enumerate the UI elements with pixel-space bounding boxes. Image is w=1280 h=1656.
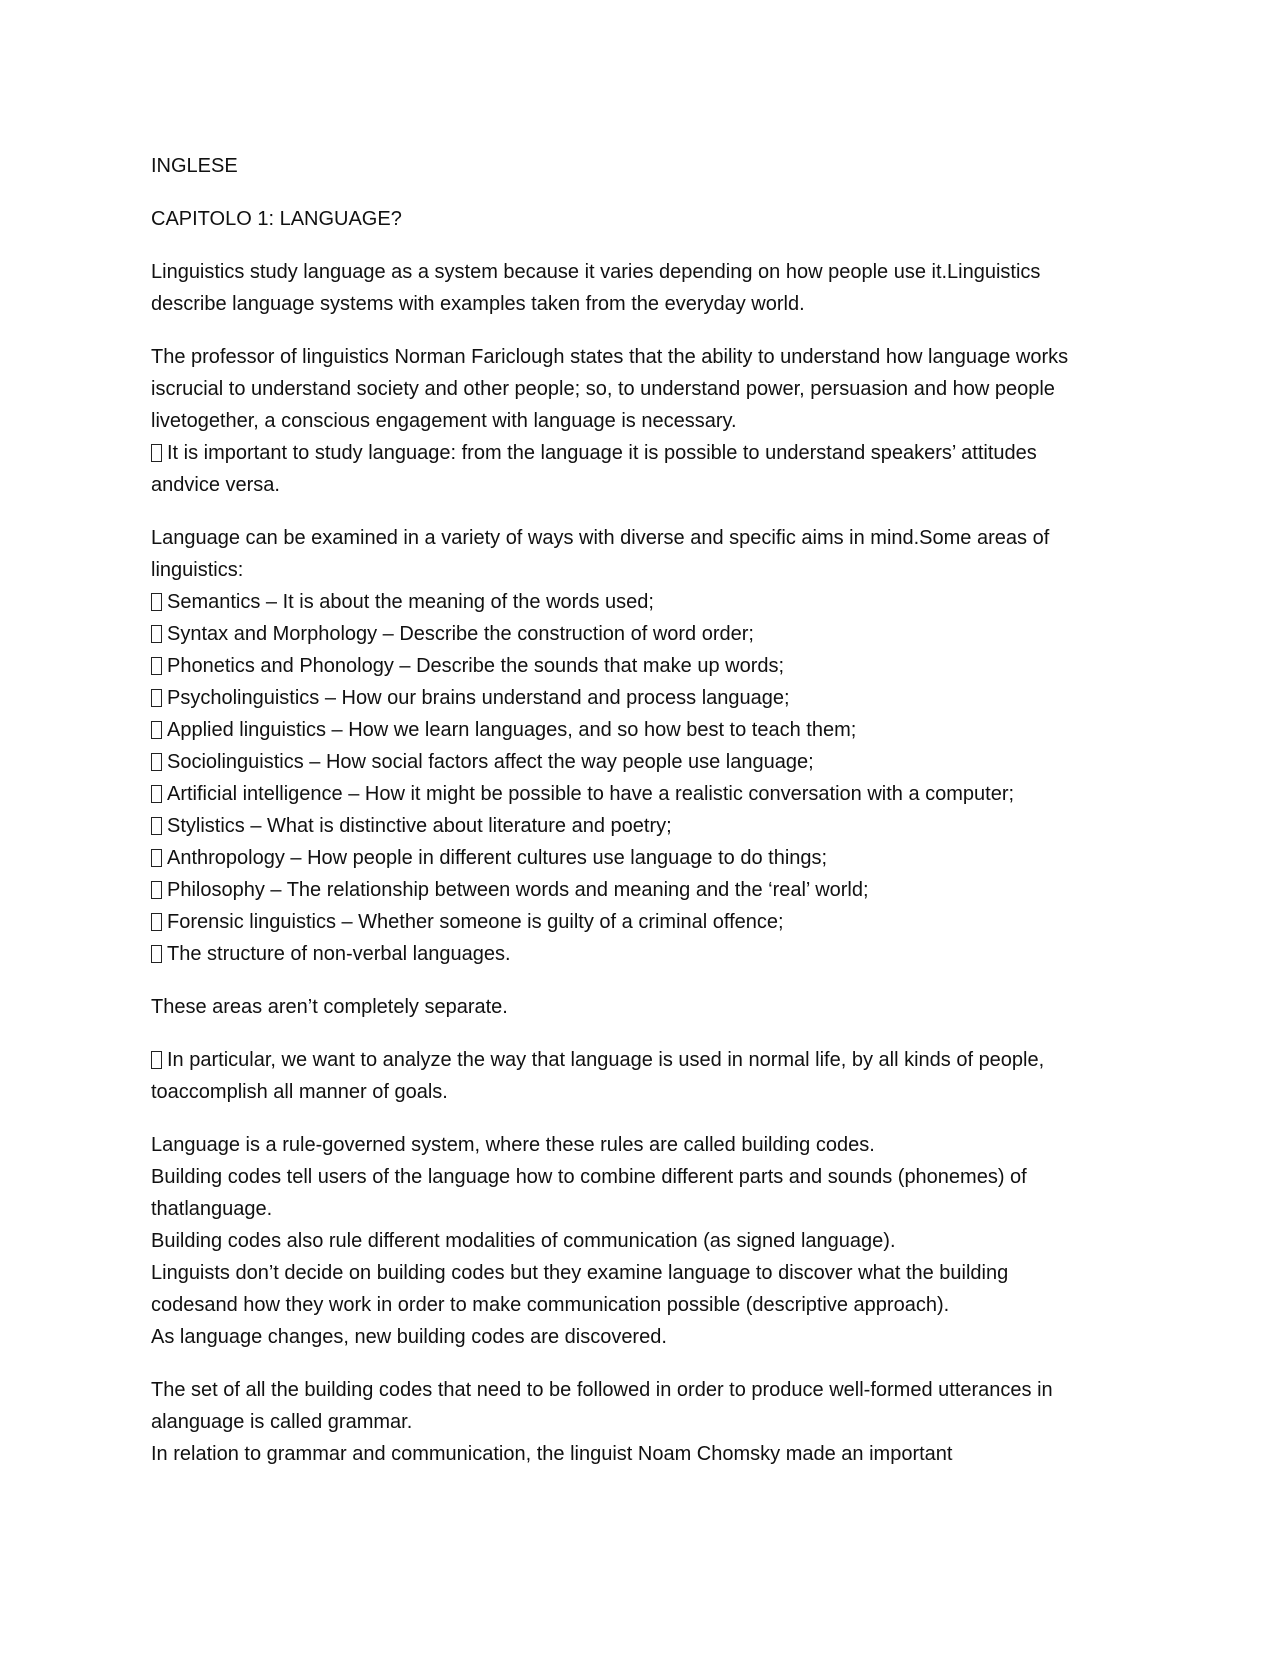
missing-glyph-bullet-icon xyxy=(151,1051,162,1069)
list-item-text: Semantics – It is about the meaning of the words used; xyxy=(167,591,654,613)
bullet-line xyxy=(151,437,1131,469)
title-text: INGLESE xyxy=(151,155,238,177)
bullet-text: In particular, we want to analyze the way that language is used in normal life, by all kinds of people, xyxy=(167,1049,1045,1071)
list-item-text: Stylistics – What is distinctive about literature and poetry; xyxy=(167,815,672,837)
text-line: linguistics: xyxy=(151,559,244,581)
text-line: andvice versa. xyxy=(151,474,280,496)
missing-glyph-bullet-icon xyxy=(151,785,162,803)
list-item xyxy=(151,618,1131,650)
text-line: toaccomplish all manner of goals. xyxy=(151,1081,448,1103)
bullet-line xyxy=(151,1044,1131,1076)
missing-glyph-bullet-icon xyxy=(151,817,162,835)
text-line: Building codes tell users of the language how to combine different parts and sounds (phonemes) of xyxy=(151,1166,1027,1188)
paragraph-building-codes xyxy=(151,1129,1131,1353)
missing-glyph-bullet-icon xyxy=(151,593,162,611)
missing-glyph-bullet-icon xyxy=(151,945,162,963)
text-line: Building codes also rule different modalities of communication (as signed language). xyxy=(151,1230,896,1252)
list-item xyxy=(151,746,1131,778)
list-item xyxy=(151,650,1131,682)
list-item-text: Artificial intelligence – How it might be possible to have a realistic conversation with a computer; xyxy=(167,783,1015,805)
text-line: alanguage is called grammar. xyxy=(151,1411,413,1433)
missing-glyph-bullet-icon xyxy=(151,689,162,707)
paragraph-areas-not-separate xyxy=(151,991,1131,1023)
text-line: iscrucial to understand society and other people; so, to understand power, persuasion and how people xyxy=(151,378,1055,400)
missing-glyph-bullet-icon xyxy=(151,753,162,771)
text-line: livetogether, a conscious engagement with language is necessary. xyxy=(151,410,737,432)
list-item xyxy=(151,810,1131,842)
text-line: The set of all the building codes that need to be followed in order to produce well-formed utterances in xyxy=(151,1379,1053,1401)
text-line: The professor of linguistics Norman Fariclough states that the ability to understand how language works xyxy=(151,346,1069,368)
list-item xyxy=(151,938,1131,970)
text-line: thatlanguage. xyxy=(151,1198,273,1220)
list-item-text: Anthropology – How people in different cultures use language to do things; xyxy=(167,847,828,869)
text-line: In relation to grammar and communication, the linguist Noam Chomsky made an important xyxy=(151,1443,953,1465)
text-line: Language is a rule-governed system, where these rules are called building codes. xyxy=(151,1134,875,1156)
text-line: describe language systems with examples taken from the everyday world. xyxy=(151,293,805,315)
text-line: As language changes, new building codes are discovered. xyxy=(151,1326,667,1348)
list-item-text: Philosophy – The relationship between words and meaning and the ‘real’ world; xyxy=(167,879,869,901)
list-item xyxy=(151,906,1131,938)
list-item-text: Sociolinguistics – How social factors affect the way people use language; xyxy=(167,751,814,773)
text-line: codesand how they work in order to make communication possible (descriptive approach). xyxy=(151,1294,950,1316)
missing-glyph-bullet-icon xyxy=(151,721,162,739)
list-item xyxy=(151,714,1131,746)
text-line: Language can be examined in a variety of ways with diverse and specific aims in mind.Some areas of xyxy=(151,527,1050,549)
missing-glyph-bullet-icon xyxy=(151,625,162,643)
list-item xyxy=(151,778,1131,810)
missing-glyph-bullet-icon xyxy=(151,444,162,462)
document-body xyxy=(151,150,1131,1491)
list-item xyxy=(151,682,1131,714)
missing-glyph-bullet-icon xyxy=(151,881,162,899)
list-item xyxy=(151,842,1131,874)
bullet-text: It is important to study language: from the language it is possible to understand speakers’ attitudes xyxy=(167,442,1037,464)
paragraph-linguistics-intro xyxy=(151,256,1131,320)
chapter-heading xyxy=(151,203,1131,235)
missing-glyph-bullet-icon xyxy=(151,849,162,867)
paragraph-grammar xyxy=(151,1374,1131,1470)
list-item-text: Forensic linguistics – Whether someone is guilty of a criminal offence; xyxy=(167,911,784,933)
list-item-text: The structure of non-verbal languages. xyxy=(167,943,511,965)
list-item xyxy=(151,874,1131,906)
paragraph-fairclough xyxy=(151,341,1131,501)
text-line: Linguists don’t decide on building codes but they examine language to discover what the building xyxy=(151,1262,1009,1284)
paragraph-areas-of-linguistics xyxy=(151,522,1131,970)
text-line: Linguistics study language as a system because it varies depending on how people use it.Linguistics xyxy=(151,261,1041,283)
missing-glyph-bullet-icon xyxy=(151,657,162,675)
list-item xyxy=(151,586,1131,618)
list-item-text: Applied linguistics – How we learn languages, and so how best to teach them; xyxy=(167,719,857,741)
document-title xyxy=(151,150,1131,182)
list-item-text: Syntax and Morphology – Describe the construction of word order; xyxy=(167,623,754,645)
list-item-text: Phonetics and Phonology – Describe the sounds that make up words; xyxy=(167,655,785,677)
text-line: These areas aren’t completely separate. xyxy=(151,996,508,1018)
paragraph-normal-life xyxy=(151,1044,1131,1108)
missing-glyph-bullet-icon xyxy=(151,913,162,931)
chapter-text: CAPITOLO 1: LANGUAGE? xyxy=(151,208,402,230)
list-item-text: Psycholinguistics – How our brains understand and process language; xyxy=(167,687,790,709)
